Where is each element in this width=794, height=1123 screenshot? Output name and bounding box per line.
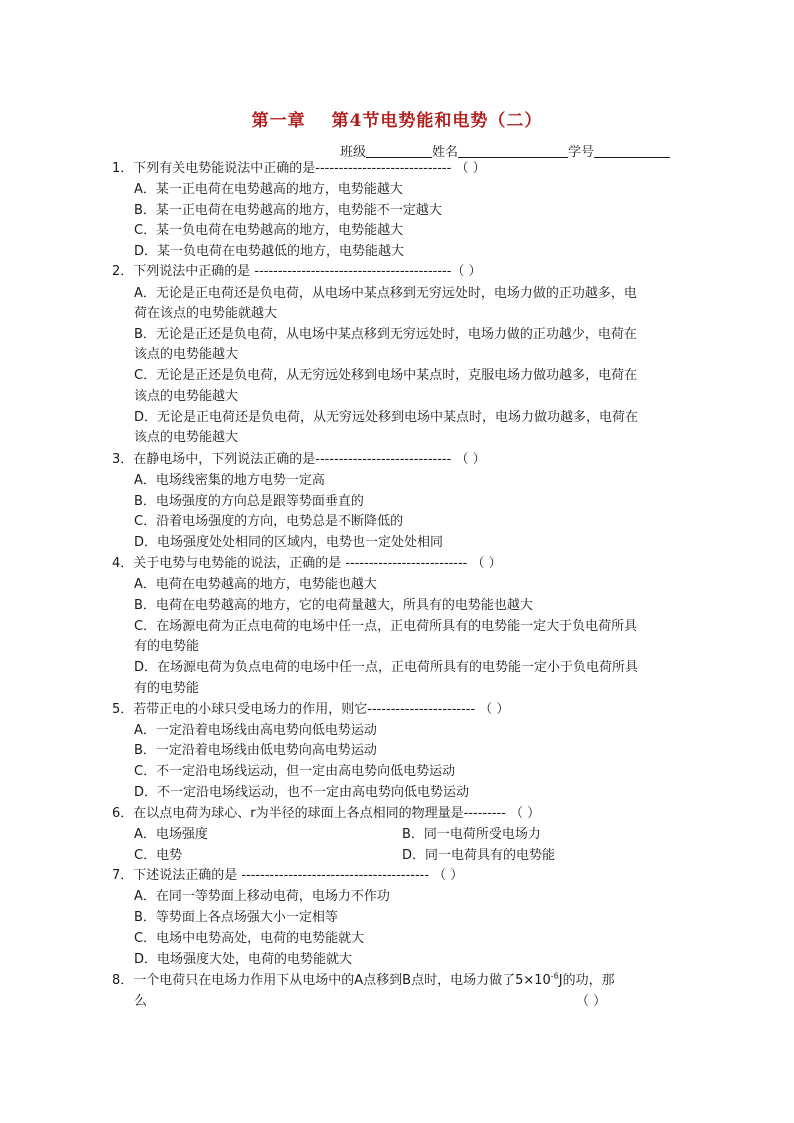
question-6-option-a: A．电场强度 [134,827,208,842]
question-6-stem: 6．在以点电荷为球心、r为半径的球面上各点相同的物理量是--------- （ ） [112,806,541,821]
question-4-option-d-cont: 有的电势能 [134,681,200,696]
question-8-stem-prefix: 8．一个电荷只在电场力作用下从电场中的A点移到B点时，电场力做了5×10 [112,973,551,988]
class-label: 班级 [340,145,367,160]
question-4-option-c: C．在场源电荷为正点电荷的电场中任一点，正电荷所具有的电势能一定大于负电荷所具 [134,619,638,634]
question-1-option-c: C．某一负电荷在电势越高的地方，电势能越大 [134,223,404,238]
id-label: 学号 [568,145,595,160]
question-4-stem: 4．关于电势与电势能的说法，正确的是 -------------------------- （ ） [112,556,502,571]
question-4-option-c-cont: 有的电势能 [134,639,200,654]
question-2-option-b-cont: 该点的电势能越大 [134,347,239,362]
chapter-title: 第一章 [251,111,306,131]
question-1-option-b: B．某一正电荷在电势越高的地方，电势能不一定越大 [134,203,442,218]
name-field[interactable] [458,144,568,158]
question-7-option-c: C．电场中电势高处，电荷的电势能就大 [134,931,365,946]
question-5-option-b: B．一定沿着电场线由低电势向高电势运动 [134,743,377,758]
question-2-option-d-cont: 该点的电势能越大 [134,430,239,445]
question-2-option-a: A．无论是正电荷还是负电荷，从电场中某点移到无穷远处时，电场力做的正功越多，电 [134,286,637,301]
question-7-option-a: A．在同一等势面上移动电荷，电场力不作功 [134,889,390,904]
question-6-option-b: B．同一电荷所受电场力 [402,827,541,842]
question-8-stem-cont: 么 [134,994,148,1009]
question-7-option-d: D．电场强度大处，电荷的电势能就大 [134,952,353,967]
question-6-option-c: C．电势 [134,848,183,863]
class-field[interactable] [366,144,432,158]
question-3-option-b: B．电场强度的方向总是跟等势面垂直的 [134,494,364,509]
question-3-option-d: D．电场强度处处相同的区域内，电势也一定处处相同 [134,535,444,550]
question-8-stem [112,972,615,990]
question-8-stem-suffix: J的功，那 [558,973,615,988]
question-4-option-d: D．在场源电荷为负点电荷的电场中任一点，正电荷所具有的电势能一定小于负电荷所具 [134,660,639,675]
question-2-option-b: B．无论是正还是负电荷，从电场中某点移到无穷远处时，电场力做的正功越少，电荷在 [134,327,637,342]
question-5-option-a: A．一定沿着电场线由高电势向低电势运动 [134,723,377,738]
question-2-stem: 2．下列说法中正确的是 ------------------------------------------（ ） [112,264,482,279]
question-1-stem: 1．下列有关电势能说法中正确的是----------------------------- （ ） [112,161,486,176]
question-7-option-b: B．等势面上各点场强大小一定相等 [134,910,338,925]
question-3-option-a: A．电场线密集的地方电势一定高 [134,473,325,488]
question-3-option-c: C．沿着电场强度的方向，电势总是不断降低的 [134,514,404,529]
student-id-field[interactable] [594,144,670,158]
question-2-option-a-cont: 荷在该点的电势能就越大 [134,306,278,321]
section-title: 第4节电势能和电势（二） [331,111,543,131]
question-4-option-b: B．电荷在电势越高的地方，它的电荷量越大，所具有的电势能也越大 [134,598,533,613]
name-label: 姓名 [432,145,459,160]
question-4-option-a: A．电荷在电势越高的地方，电势能也越大 [134,577,377,592]
question-7-stem: 7．下述说法正确的是 ---------------------------------------- （ ） [112,868,464,883]
question-1-option-d: D．某一负电荷在电势越低的地方，电势能越大 [134,244,405,259]
question-5-option-d: D．不一定沿电场线运动，也不一定由高电势向低电势运动 [134,785,470,800]
page-title [0,106,794,131]
question-5-stem: 5．若带正电的小球只受电场力的作用，则它----------------------- （ ） [112,702,510,717]
student-info-row [340,141,670,160]
question-3-stem: 3．在静电场中，下列说法正确的是----------------------------- （ ） [112,452,486,467]
question-8-exponent: -6 [550,971,559,981]
question-2-option-c: C．无论是正还是负电荷，从无穷远处移到电场中某点时，克服电场力做功越多，电荷在 [134,368,638,383]
question-8-answer-bracket: （ ） [576,994,607,1009]
question-5-option-c: C．不一定沿电场线运动，但一定由高电势向低电势运动 [134,764,456,779]
question-1-option-a: A．某一正电荷在电势越高的地方，电势能越大 [134,182,403,197]
question-2-option-d: D．无论是正电荷还是负电荷，从无穷远处移到电场中某点时，电场力做功越多，电荷在 [134,410,639,425]
question-6-option-d: D．同一电荷具有的电势能 [402,848,556,863]
question-2-option-c-cont: 该点的电势能越大 [134,389,239,404]
